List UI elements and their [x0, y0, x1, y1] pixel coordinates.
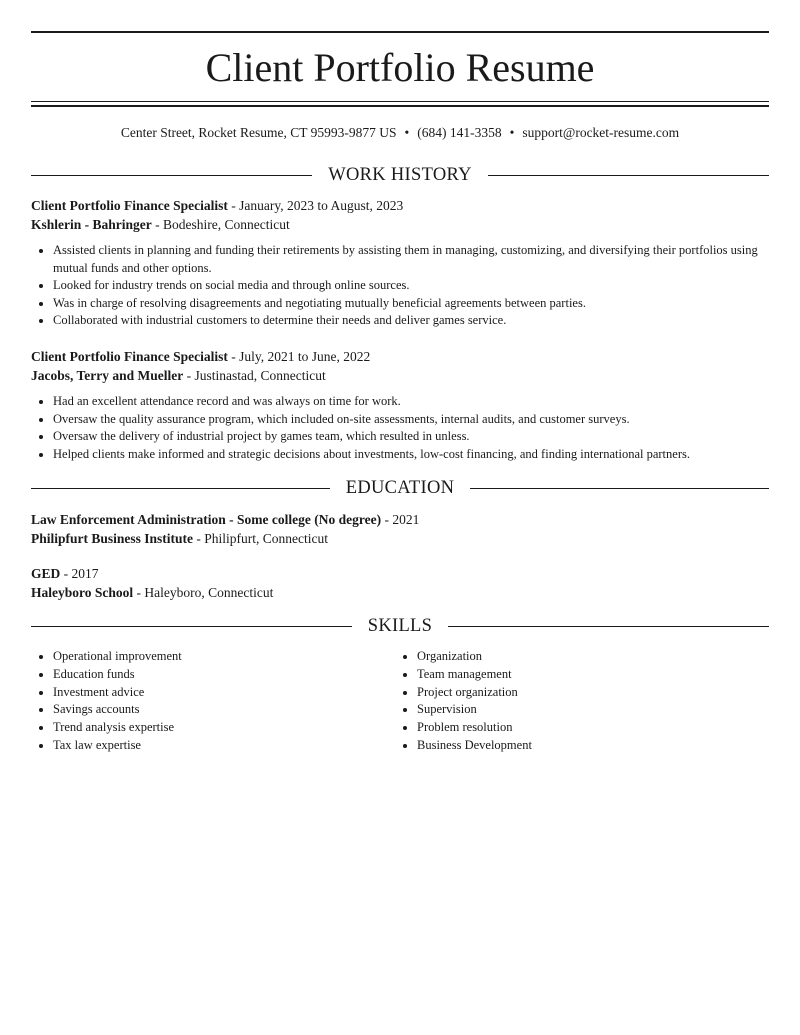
section-heading-work-history — [31, 163, 769, 187]
skill-item: • Problem resolution — [417, 719, 757, 737]
job-1-location: - Bodeshire, Connecticut — [151, 217, 290, 232]
section-rule-left — [31, 175, 312, 176]
section-title-skills: SKILLS — [367, 616, 433, 636]
skills-list-left — [31, 648, 393, 755]
job-1-header — [31, 196, 769, 215]
title-rule-thin — [31, 101, 769, 102]
list-item: • Had an excellent attendance record and was always on time for work. — [53, 393, 791, 411]
resume-title: Client Portfolio Resume — [205, 45, 595, 90]
contact-separator: • — [509, 125, 515, 140]
contact-separator: • — [404, 125, 410, 140]
contact-email: support@rocket-resume.com — [522, 125, 680, 140]
job-2-header — [31, 347, 769, 366]
job-1-company: Kshlerin - Bahringer — [31, 217, 152, 232]
education-1-location: - Philipfurt, Connecticut — [193, 531, 329, 546]
education-1-degree: Law Enforcement Administration - Some college (No degree) — [31, 512, 382, 527]
section-rule-left — [31, 488, 330, 489]
section-rule-right — [448, 626, 769, 627]
section-title-work: WORK HISTORY — [328, 165, 472, 185]
education-1-header — [31, 510, 769, 529]
job-2-location: - Justinastad, Connecticut — [183, 368, 326, 383]
education-2-institution — [31, 583, 769, 602]
section-heading-education — [31, 476, 769, 500]
job-1-employer — [31, 215, 769, 234]
education-2-location: - Haleyboro, Connecticut — [133, 585, 274, 600]
list-item: • Looked for industry trends on social media and through online sources. — [53, 277, 791, 295]
job-2-employer — [31, 366, 769, 385]
skill-item: • Organization — [417, 648, 757, 666]
section-heading-skills — [31, 614, 769, 638]
education-1-year: - 2021 — [381, 512, 420, 527]
education-2-school: Haleyboro School — [31, 585, 134, 600]
list-item: • Oversaw the quality assurance program, which included on-site assessments, internal audits, and customer surveys. — [53, 411, 791, 429]
section-rule-right — [488, 175, 769, 176]
education-1-institution — [31, 529, 769, 548]
skill-item: • Supervision — [417, 701, 757, 719]
contact-line — [31, 124, 769, 142]
list-item: • Helped clients make informed and strategic decisions about investments, low-cost financing, and finding international partners. — [53, 446, 791, 464]
education-2-header — [31, 564, 769, 583]
title-rule-thick — [31, 105, 769, 107]
list-item: • Assisted clients in planning and funding their retirements by assisting them in managing, customizing, and diversifying their portfolios using mutual funds and other options. — [53, 242, 791, 277]
skill-item: • Education funds — [53, 666, 393, 684]
education-2-year: - 2017 — [60, 566, 99, 581]
section-title-education: EDUCATION — [345, 478, 455, 498]
skill-item: • Tax law expertise — [53, 737, 393, 755]
skill-item: • Trend analysis expertise — [53, 719, 393, 737]
skill-item: • Investment advice — [53, 684, 393, 702]
skill-item: • Operational improvement — [53, 648, 393, 666]
education-2-degree: GED — [31, 566, 61, 581]
skill-item: • Team management — [417, 666, 757, 684]
list-item: • Was in charge of resolving disagreements and negotiating mutually beneficial agreements between parties. — [53, 295, 791, 313]
skill-item: • Savings accounts — [53, 701, 393, 719]
job-1-bullets — [31, 242, 791, 330]
job-2-title: Client Portfolio Finance Specialist — [31, 349, 228, 364]
section-rule-left — [31, 626, 352, 627]
skill-item: • Business Development — [417, 737, 757, 755]
list-item: • Oversaw the delivery of industrial project by games team, which resulted in unless. — [53, 428, 791, 446]
contact-phone: (684) 141-3358 — [417, 125, 502, 140]
section-rule-right — [470, 488, 769, 489]
job-2-bullets — [31, 393, 791, 463]
list-item: • Collaborated with industrial customers to determine their needs and deliver games service. — [53, 312, 791, 330]
job-1-dates: - January, 2023 to August, 2023 — [227, 198, 404, 213]
education-1-school: Philipfurt Business Institute — [31, 531, 194, 546]
contact-address: Center Street, Rocket Resume, CT 95993-9877 US — [120, 125, 397, 140]
skills-list-right — [395, 648, 757, 755]
top-rule — [31, 31, 769, 33]
job-1-title: Client Portfolio Finance Specialist — [31, 198, 228, 213]
job-2-company: Jacobs, Terry and Mueller — [31, 368, 184, 383]
skill-item: • Project organization — [417, 684, 757, 702]
job-2-dates: - July, 2021 to June, 2022 — [227, 349, 371, 364]
